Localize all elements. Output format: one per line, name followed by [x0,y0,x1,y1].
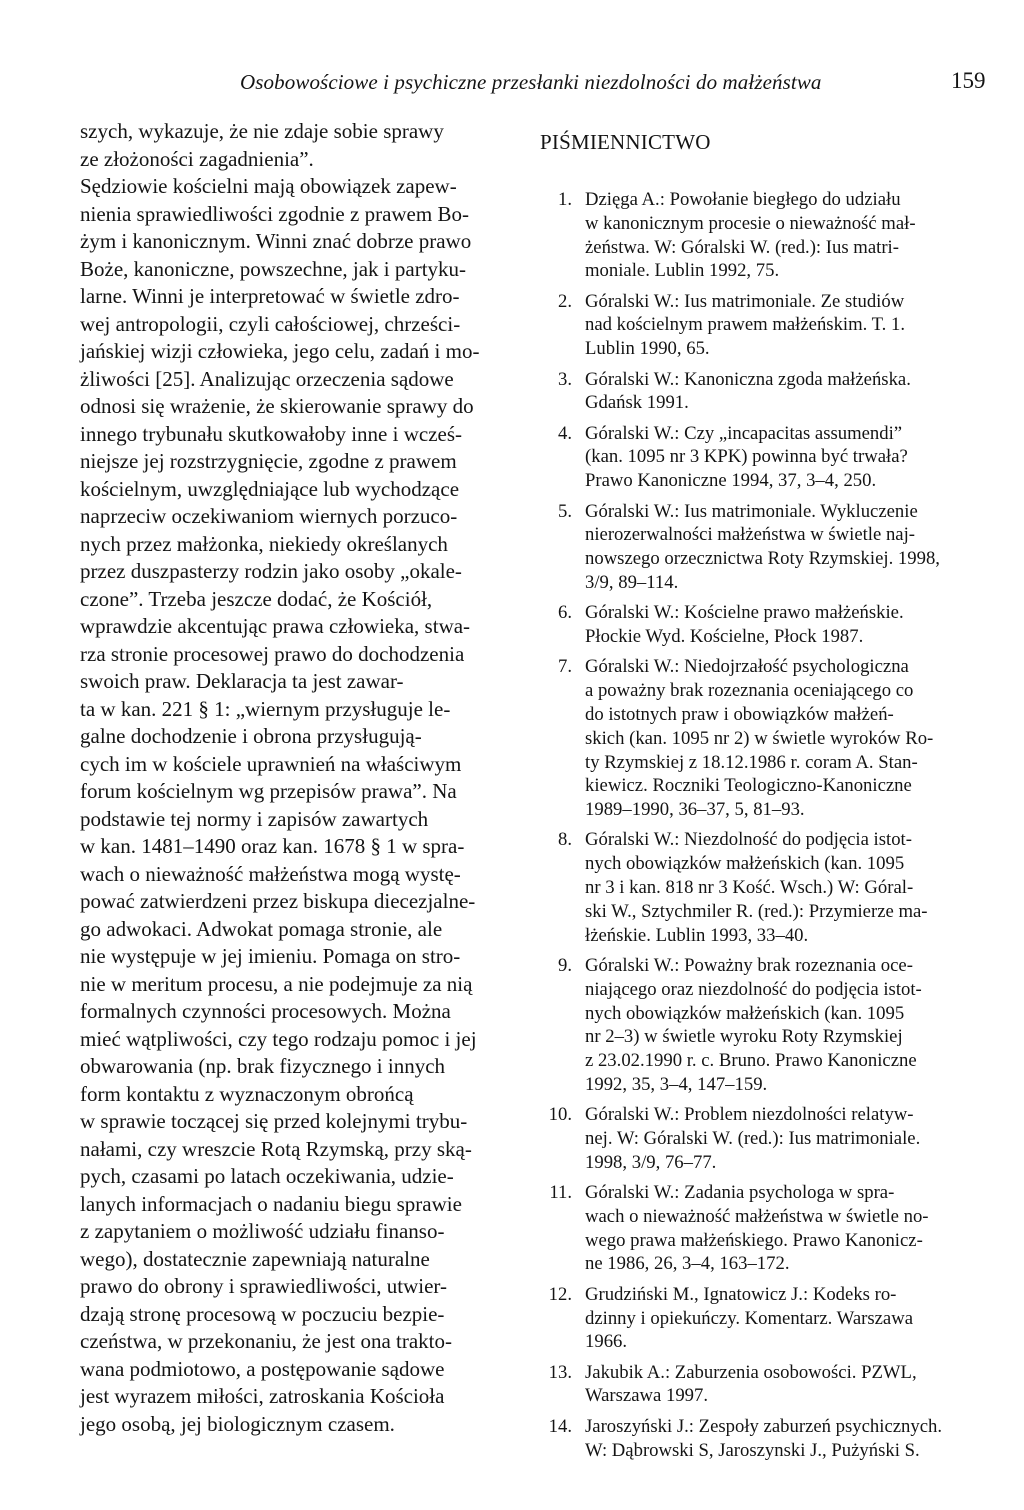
body-text-line: swoich praw. Deklaracja ta jest zawar- [80,669,404,693]
reference-number: 1. [557,189,572,210]
reference-text: niającego oraz niezdolność do podjęcia istot- [585,978,922,1000]
reference-text: wach o nieważność małżeństwa w świetle no- [585,1205,929,1227]
reference-text: nej. W: Góralski W. (red.): Ius matrimoniale. [585,1127,921,1149]
reference-text: Płockie Wyd. Kościelne, Płock 1987. [585,626,864,648]
reference-text: 1992, 35, 3–4, 147–159. [585,1073,768,1095]
reference-text: Góralski W.: Poważny brak rozeznania oce- [585,954,913,976]
body-text-line: wprawdzie akcentując prawa człowieka, stwa- [80,614,471,638]
reference-text: wego prawa małżeńskiego. Prawo Kanonicz- [585,1229,923,1251]
reference-line [540,727,990,751]
body-text-line: mieć wątpliwości, czy tego rodzaju pomoc i jej [80,1026,477,1051]
reference-text: Góralski W.: Kanoniczna zgoda małżeńska. [585,368,911,390]
reference-text: Lublin 1990, 65. [585,338,710,360]
reference-line [540,236,990,260]
reference-line [540,1181,990,1205]
reference-text: kiewicz. Roczniki Teologiczno-Kanoniczne [585,775,912,797]
reference-text: Góralski W.: Ius matrimoniale. Ze studiów [585,290,905,312]
reference-text: nych obowiązków małżeńskich (kan. 1095 [585,853,905,875]
reference-line [540,703,990,727]
reference-text: Góralski W.: Czy „incapacitas assumendi” [585,422,903,444]
body-text-line: rza stronie procesowej prawo do dochodzenia [80,641,465,666]
reference-line [540,1025,990,1049]
body-text-line: Boże, kanoniczne, powszechne, jak i partyku- [80,256,467,281]
body-text-line: przez duszpasterzy rodzin jako osoby „okale- [80,559,462,583]
reference-line [540,1229,990,1253]
reference-text: ski W., Sztychmiler R. (red.): Przymierze ma- [585,900,928,922]
body-text-line: czone”. Trzeba jeszcze dodać, że Kościół, [80,586,433,611]
reference-line [540,625,990,649]
reference-item [540,422,990,493]
body-text-line: go adwokaci. Adwokat pomaga stronie, ale [80,916,443,941]
reference-number: 4. [557,422,572,444]
reference-line [540,978,990,1002]
reference-text: Góralski W.: Niezdolność do podjęcia istot- [585,829,912,851]
reference-number: 3. [557,368,572,390]
body-text-line: pować zatwierdzeni przez biskupa diecezjalne- [80,889,476,913]
reference-list [540,188,990,1469]
reference-item [540,655,990,822]
reference-line [540,924,990,948]
body-text-line: larne. Winni je interpretować w świetle zdro- [80,284,460,308]
body-text-line: ze złożoności zagadnienia”. [80,146,314,171]
reference-text: 1998, 3/9, 76–77. [585,1151,717,1173]
reference-line [540,1361,990,1385]
reference-text: (kan. 1095 nr 3 KPK) powinna być trwała? [585,446,908,468]
body-text-line: w kan. 1481–1490 oraz kan. 1678 § 1 w spra- [80,834,465,858]
reference-line [540,1307,990,1331]
reference-line [540,259,990,283]
reference-line [540,290,990,314]
reference-line [540,1283,990,1307]
reference-text: do istotnych praw i obowiązków małżeń- [585,703,894,725]
reference-line [540,445,990,469]
body-text-line: nienia sprawiedliwości zgodnie z prawem Bo- [80,201,469,226]
body-text-line: forum kościelnym wg przepisów prawa”. Na [80,779,457,803]
body-text-line: formalnych czynności procesowych. Można [80,999,451,1023]
reference-text: a poważny brak rozeznania oceniającego co [585,680,914,702]
reference-number: 8. [557,829,572,851]
reference-number: 13. [548,1361,572,1383]
reference-text: skich (kan. 1095 nr 2) w świetle wyroków Ro- [585,727,934,749]
reference-line [540,1252,990,1276]
reference-line [540,212,990,236]
body-text-line: szych, wykazuje, że nie zdaje sobie sprawy [80,119,444,143]
reference-line [540,391,990,415]
body-text-line: prawo do obrony i sprawiedliwości, utwier- [80,1274,447,1298]
reference-text: w kanonicznym procesie o nieważność mał- [585,212,916,234]
reference-line [540,774,990,798]
reference-item [540,954,990,1097]
body-text-line: odnosi się wrażenie, że skierowanie sprawy do [80,394,474,418]
reference-text: nych obowiązków małżeńskich (kan. 1095 [585,1002,905,1024]
reference-line [540,368,990,392]
reference-line [540,337,990,361]
body-text-line: czeństwa, w przekonaniu, że jest ona trakto- [80,1329,453,1353]
reference-number: 5. [557,500,572,522]
body-text-line: galne dochodzenie i obrona przysługują- [80,724,422,748]
reference-item [540,1283,990,1354]
body-text-line: innego trybunału skutkowałoby inne i wcześ- [80,421,462,446]
reference-item [540,500,990,595]
reference-line [540,547,990,571]
reference-item [540,601,990,649]
body-text-line: wach o nieważność małżeństwa mogą wystę- [80,861,461,886]
body-text-line: form kontaktu z wyznaczonym obrońcą [80,1081,414,1106]
reference-line [540,500,990,524]
body-text-line: jego osobą, jej biologicznym czasem. [80,1411,395,1436]
body-text-line: kościelnym, uwzględniające lub wychodzące [80,476,460,501]
reference-text: 3/9, 89–114. [585,571,679,593]
reference-text: Góralski W.: Zadania psychologa w spra- [585,1182,895,1204]
reference-text: nad kościelnym prawem małżeńskim. T. 1. [585,314,906,336]
body-text-line: naprzeciw oczekiwaniom wiernych porzuco- [80,504,458,528]
reference-text: nr 3 i kan. 818 nr 3 Kość. Wsch.) W: Góral- [585,877,914,899]
body-text-line: cych im w kościele uprawnień na właściwym [80,751,462,776]
reference-line [540,601,990,625]
reference-text: Góralski W.: Niedojrzałość psychologiczna [585,656,909,678]
reference-text: Grudziński M., Ignatowicz J.: Kodeks ro- [585,1283,897,1305]
reference-text: Jakubik A.: Zaburzenia osobowości. PZWL, [585,1361,917,1383]
body-text-line: nie występuje w jej imieniu. Pomaga on stro- [80,944,461,968]
reference-text: łżeńskie. Lublin 1993, 33–40. [585,924,809,946]
reference-line [540,1073,990,1097]
body-text-line: lanych informacjach o nadaniu biegu sprawie [80,1191,462,1216]
reference-text: ty Rzymskiej z 18.12.1986 r. coram A. Stan- [585,751,918,773]
reference-number: 9. [557,954,572,976]
reference-line [540,655,990,679]
reference-text: W: Dąbrowski S, Jaroszynski J., Pużyński S. [585,1439,920,1461]
reference-number: 11. [549,1182,572,1204]
body-text-line: w sprawie toczącej się przed kolejnymi trybu- [80,1109,468,1133]
body-text-line: żliwości [25]. Analizując orzeczenia sądowe [80,366,454,391]
reference-text: Gdańsk 1991. [585,392,689,414]
reference-line [540,751,990,775]
reference-text: Góralski W.: Problem niezdolności relatyw- [585,1104,914,1126]
body-text-line: pych, czasami po latach oczekiwania, udzie- [80,1164,454,1188]
reference-line [540,571,990,595]
reference-line [540,1330,990,1354]
section-heading: PIŚMIENNICTWO [540,130,711,154]
reference-text: Góralski W.: Kościelne prawo małżeńskie. [585,602,904,624]
reference-line [540,1127,990,1151]
running-title: Osobowościowe i psychiczne przesłanki niezdolności do małżeństwa [240,70,822,94]
reference-line [540,900,990,924]
reference-number: 2. [557,290,572,312]
reference-text: ne 1986, 26, 3–4, 163–172. [585,1253,790,1275]
reference-item [540,1361,990,1409]
reference-line [540,1002,990,1026]
reference-item [540,1103,990,1174]
body-text-line: ta w kan. 221 § 1: „wiernym przysługuje le- [80,696,451,721]
reference-item [540,828,990,947]
reference-number: 7. [557,656,572,678]
body-text-line: wana podmiotowo, a postępowanie sądowe [80,1356,445,1381]
body-text-line: niejsze jej rozstrzygnięcie, zgodne z prawem [80,449,457,473]
reference-line [540,1151,990,1175]
body-text-column [80,118,524,1438]
reference-line [540,828,990,852]
body-text-line: jest wyrazem miłości, zatroskania Kościoła [80,1384,445,1408]
body-text-line: nych przez małżonka, niekiedy określanych [80,531,448,556]
reference-text: Prawo Kanoniczne 1994, 37, 3–4, 250. [585,470,877,492]
reference-line [540,1049,990,1073]
body-text-line: nałami, czy wreszcie Rotą Rzymską, przy ską- [80,1136,472,1161]
page-number: 159 [951,68,986,93]
reference-line [540,954,990,978]
body-text-line: dzają stronę procesową w poczuciu bezpie- [80,1301,445,1326]
reference-item [540,188,990,283]
body-text-line: wego), dostatecznie zapewniają naturalne [80,1246,430,1271]
reference-line [540,1415,990,1439]
reference-text: nierozerwalności małżeństwa w świetle naj- [585,524,916,546]
body-text-line: Sędziowie kościelni mają obowiązek zapew- [80,174,457,198]
reference-text: z 23.02.1990 r. c. Bruno. Prawo Kanoniczne [585,1050,917,1072]
reference-text: dzinny i opiekuńczy. Komentarz. Warszawa [585,1307,913,1329]
reference-item [540,1181,990,1276]
reference-line [540,852,990,876]
reference-text: Góralski W.: Ius matrimoniale. Wykluczenie [585,500,918,522]
reference-line [540,1205,990,1229]
body-text-line: nie w meritum procesu, a nie podejmuje za nią [80,971,473,996]
reference-line [540,1103,990,1127]
reference-line [540,523,990,547]
reference-text: 1989–1990, 36–37, 5, 81–93. [585,799,805,821]
reference-number: 10. [548,1104,572,1126]
reference-line [540,1384,990,1408]
reference-number: 14. [548,1415,572,1437]
reference-text: Dzięga A.: Powołanie biegłego do udziału [585,189,901,210]
body-text-line: obwarowania (np. brak fizycznego i innych [80,1054,446,1078]
reference-line [540,876,990,900]
reference-number: 12. [548,1283,572,1305]
reference-line [540,679,990,703]
body-text-line: z zapytaniem o możliwość udziału finanso- [80,1219,445,1243]
reference-line [540,798,990,822]
reference-item [540,290,990,361]
reference-text: nowszego orzecznictwa Roty Rzymskiej. 1998, [585,548,940,570]
body-text-line: jańskiej wizji człowieka, jego celu, zadań i mo- [80,339,480,363]
reference-line [540,313,990,337]
body-text-line: podstawie tej normy i zapisów zawartych [80,806,429,831]
reference-text: żeństwa. W: Góralski W. (red.): Ius matri- [585,236,899,258]
reference-item [540,368,990,416]
reference-line [540,469,990,493]
reference-item [540,1415,990,1463]
reference-number: 6. [557,602,572,624]
reference-text: 1966. [585,1331,628,1353]
reference-line [540,422,990,446]
reference-text: Jaroszyński J.: Zespoły zaburzeń psychicznych. [585,1415,943,1437]
body-text-line: żym i kanonicznym. Winni znać dobrze prawo [80,229,472,253]
reference-line [540,188,990,212]
reference-text: nr 2–3) w świetle wyroku Roty Rzymskiej [585,1026,903,1048]
reference-line [540,1439,990,1463]
body-text-line: wej antropologii, czyli całościowej, chrześci- [80,311,461,336]
reference-text: Warszawa 1997. [585,1385,709,1407]
reference-text: moniale. Lublin 1992, 75. [585,260,780,282]
